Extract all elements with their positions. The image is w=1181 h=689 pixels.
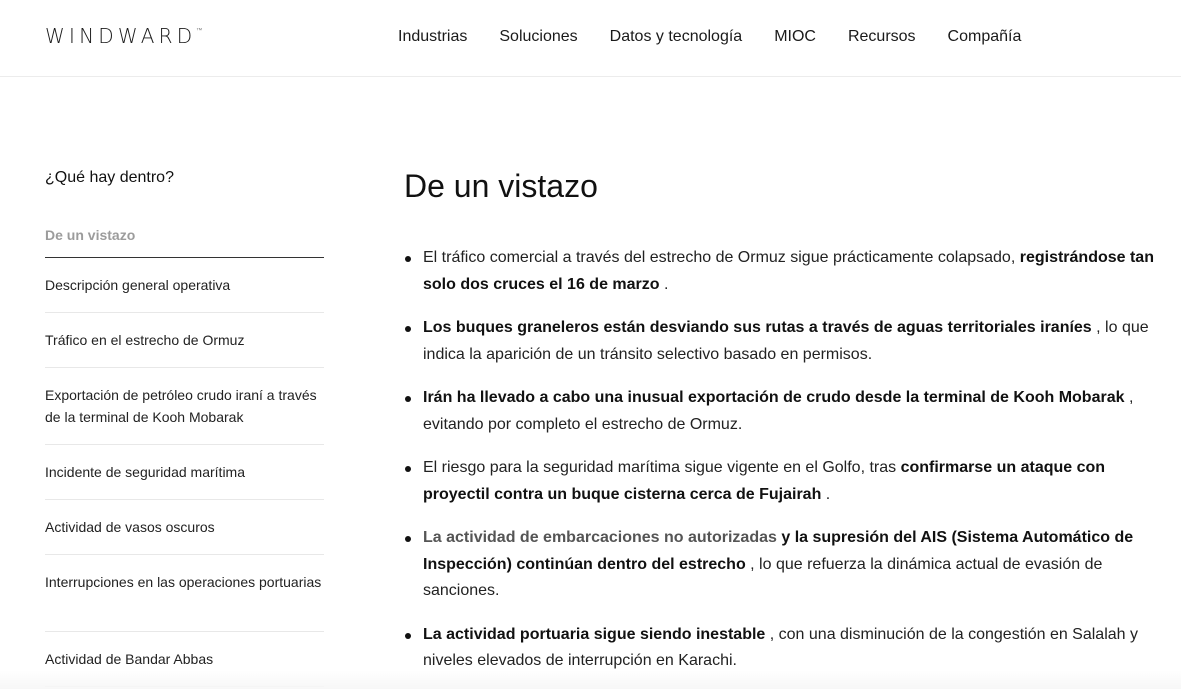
toc-item-descripcion-operativa[interactable]: Descripción general operativa	[45, 258, 324, 313]
bullet-text: , con una disminución de la congestión en Salalah y niveles elevados de interrupción en Karachi.	[423, 625, 1138, 669]
bullet-text: El riesgo para la seguridad marítima sigue vigente en el Golfo, tras	[423, 459, 901, 476]
nav-datos-tecnologia[interactable]: Datos y tecnología	[609, 28, 743, 45]
summary-bullet	[404, 622, 1164, 675]
toc-title: ¿Qué hay dentro?	[45, 169, 174, 186]
toc-item-bandar-abbas[interactable]: Actividad de Bandar Abbas	[45, 632, 324, 687]
nav-mioc[interactable]: MIOC	[774, 28, 816, 45]
bullet-text: El tráfico comercial a través del estrecho de Ormuz sigue prácticamente colapsado,	[423, 249, 1020, 266]
bullet-text: , lo que refuerza la dinámica actual de evasión de sanciones.	[423, 555, 1103, 599]
main-nav	[398, 28, 1053, 46]
bullet-text: .	[659, 275, 669, 293]
bullet-bold-text: Los buques graneleros están desviando sus rutas a través de aguas territoriales iraníes	[423, 319, 1092, 336]
windward-logo[interactable]	[45, 24, 202, 48]
article-main	[404, 165, 1164, 689]
toc-item-trafico-ormuz[interactable]: Tráfico en el estrecho de Ormuz	[45, 313, 324, 368]
toc-item-interrupciones-portuarias[interactable]: Interrupciones en las operaciones portuarias	[45, 555, 324, 632]
summary-bullet	[404, 455, 1164, 508]
logo-text: WINDWARD	[45, 24, 197, 48]
nav-soluciones[interactable]: Soluciones	[499, 28, 578, 45]
summary-bullet	[404, 315, 1164, 368]
bottom-fade	[0, 670, 1181, 689]
trademark-mark: ™	[196, 27, 203, 34]
bullet-bold-text: confirmarse un ataque con proyectil contra un buque cisterna cerca de Fujairah	[423, 459, 1106, 503]
unauthorized-vessels-link[interactable]: La actividad de embarcaciones no autorizadas	[423, 529, 777, 546]
nav-industrias[interactable]: Industrias	[398, 28, 468, 45]
summary-bullet	[404, 245, 1164, 298]
section-title: De un vistazo	[404, 168, 598, 204]
bullet-text: .	[821, 485, 831, 503]
summary-bullets	[404, 245, 1164, 675]
bullet-bold-text: Irán ha llevado a cabo una inusual exportación de crudo desde la terminal de Kooh Mobarak	[423, 389, 1125, 406]
toc-item-incidente-seguridad[interactable]: Incidente de seguridad marítima	[45, 445, 324, 500]
nav-recursos[interactable]: Recursos	[847, 28, 916, 45]
bullet-bold-text: La actividad portuaria sigue siendo inestable	[423, 625, 766, 643]
table-of-contents	[45, 167, 324, 687]
site-header	[0, 0, 1181, 77]
nav-compania[interactable]: Compañía	[947, 28, 1022, 45]
bullet-text: , lo que indica la aparición de un tránsito selectivo basado en permisos.	[423, 319, 1149, 363]
toc-item-exportacion-crudo[interactable]: Exportación de petróleo crudo iraní a través de la terminal de Kooh Mobarak	[45, 368, 324, 445]
toc-item-de-un-vistazo[interactable]: De un vistazo	[45, 220, 324, 258]
toc-item-vasos-oscuros[interactable]: Actividad de vasos oscuros	[45, 500, 324, 555]
bullet-text: , evitando por completo el estrecho de Ormuz.	[423, 389, 1134, 433]
bullet-bold-text: y la supresión del AIS (Sistema Automático de Inspección) continúan dentro del estrecho	[423, 529, 1134, 573]
summary-bullet	[404, 385, 1164, 438]
bullet-bold-text: registrándose tan solo dos cruces el 16 de marzo	[423, 249, 1154, 293]
summary-bullet	[404, 525, 1164, 605]
